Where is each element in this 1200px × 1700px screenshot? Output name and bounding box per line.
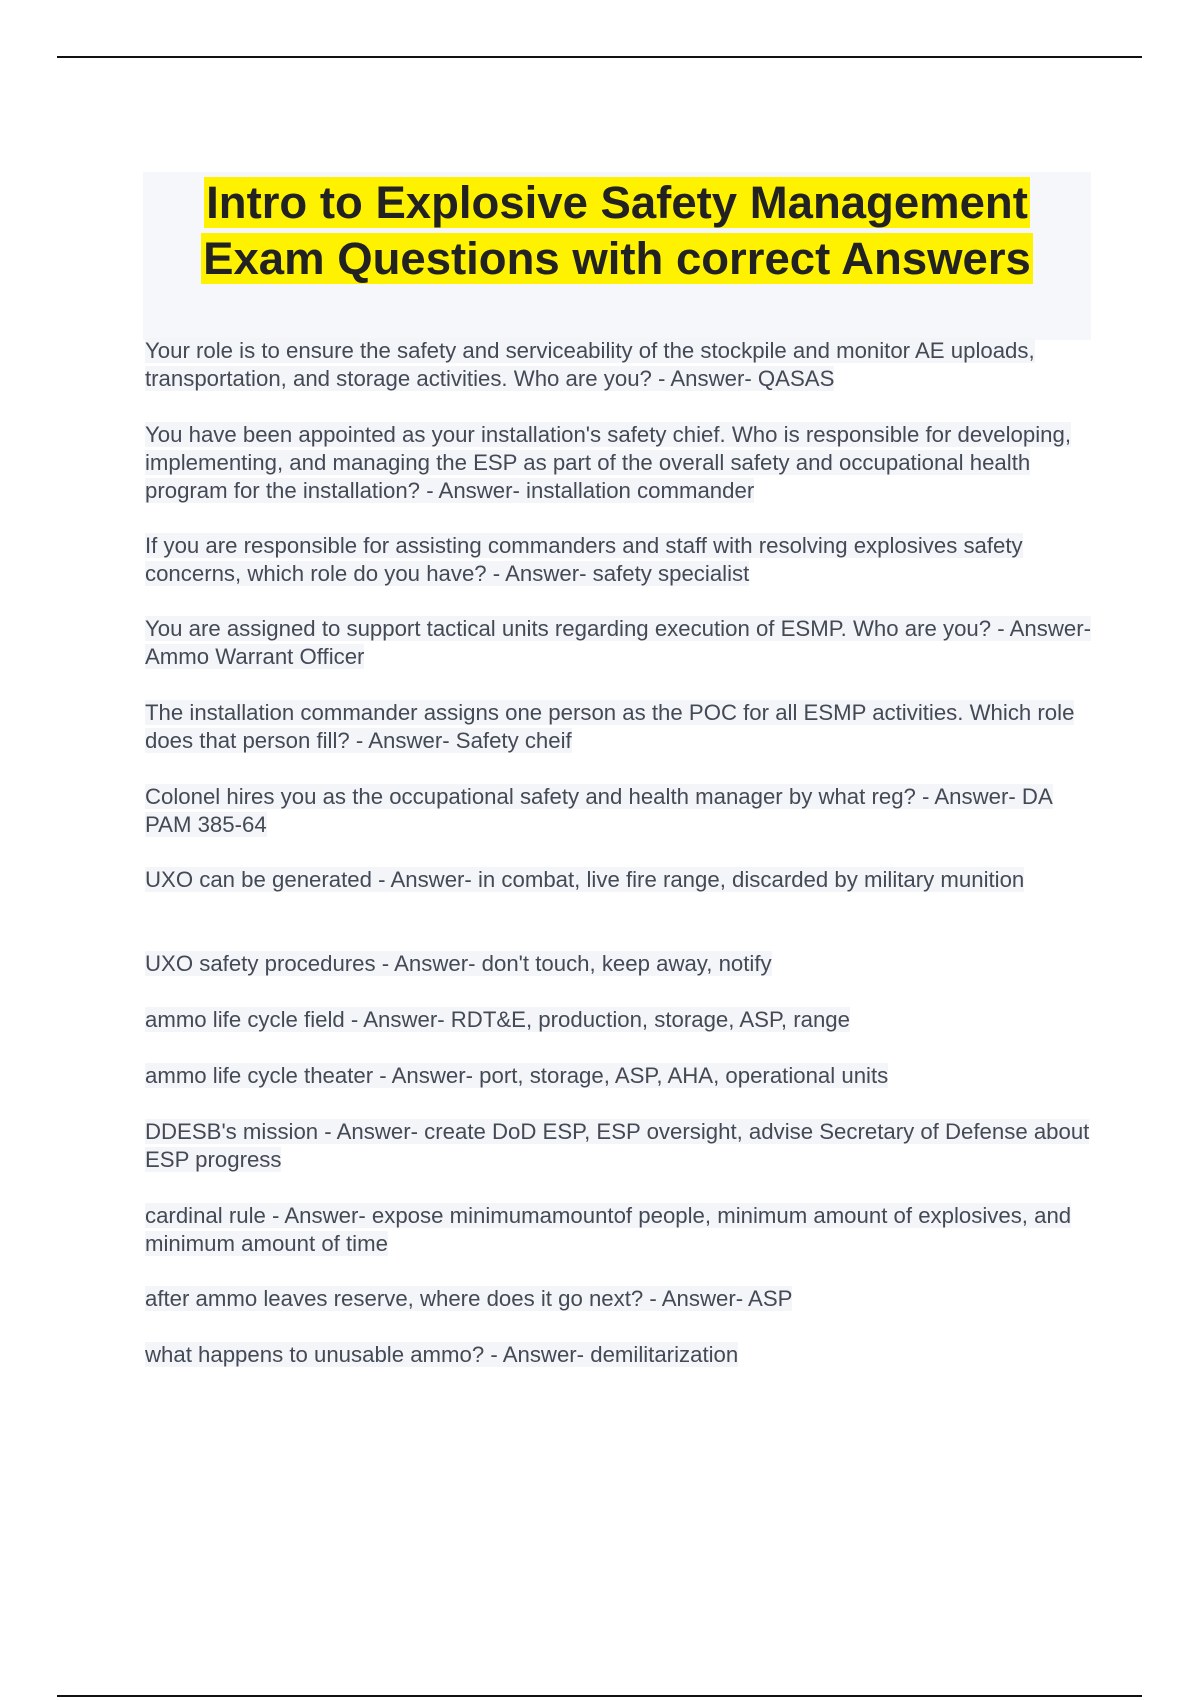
qa-item [145,1285,1095,1313]
document-title [143,172,1091,287]
qa-item [145,1202,1095,1258]
qa-item [145,1062,1095,1090]
qa-text: after ammo leaves reserve, where does it go next? - Answer- ASP [145,1286,793,1311]
qa-item [145,699,1095,755]
qa-item [145,950,1095,978]
qa-item [145,615,1095,671]
qa-item [145,1341,1095,1369]
qa-text: cardinal rule - Answer- expose minimumamountof people, minimum amount of explosives, and minimum amount of time [145,1203,1072,1256]
qa-item [145,783,1095,839]
qa-text: UXO can be generated - Answer- in combat, live fire range, discarded by military munition [145,867,1025,892]
qa-item [145,421,1095,505]
bottom-rule [57,1695,1142,1697]
qa-text: If you are responsible for assisting commanders and staff with resolving explosives safety concerns, which role do you have? - Answer- safety specialist [145,533,1023,586]
qa-item [145,866,1095,894]
title-block [143,172,1091,340]
qa-item [145,337,1095,393]
qa-text: ammo life cycle field - Answer- RDT&E, production, storage, ASP, range [145,1007,850,1032]
qa-text: You have been appointed as your installation's safety chief. Who is responsible for developing, implementing, and managing the ESP as part of the overall safety and occupational health program for the installation? - Answer- installation commander [145,422,1072,503]
title-line-2: Exam Questions with correct Answers [203,233,1031,284]
qa-text: The installation commander assigns one person as the POC for all ESMP activities. Which role does that person fill? - Answer- Safety cheif [145,700,1075,753]
qa-text: You are assigned to support tactical units regarding execution of ESMP. Who are you? - Answer- Ammo Warrant Officer [145,616,1091,669]
top-rule [57,56,1142,58]
qa-text: what happens to unusable ammo? - Answer- demilitarization [145,1342,739,1367]
title-line-1: Intro to Explosive Safety Management [206,177,1028,228]
qa-text: ammo life cycle theater - Answer- port, storage, ASP, AHA, operational units [145,1063,889,1088]
qa-text: DDESB's mission - Answer- create DoD ESP, ESP oversight, advise Secretary of Defense about ESP progress [145,1119,1090,1172]
qa-item [145,1006,1095,1034]
qa-item [145,532,1095,588]
qa-text: UXO safety procedures - Answer- don't touch, keep away, notify [145,951,772,976]
qa-text: Colonel hires you as the occupational safety and health manager by what reg? - Answer- DA PAM 385-64 [145,784,1053,837]
qa-item [145,1118,1095,1174]
qa-text: Your role is to ensure the safety and serviceability of the stockpile and monitor AE uploads, transportation, and storage activities. Who are you? - Answer- QASAS [145,338,1035,391]
